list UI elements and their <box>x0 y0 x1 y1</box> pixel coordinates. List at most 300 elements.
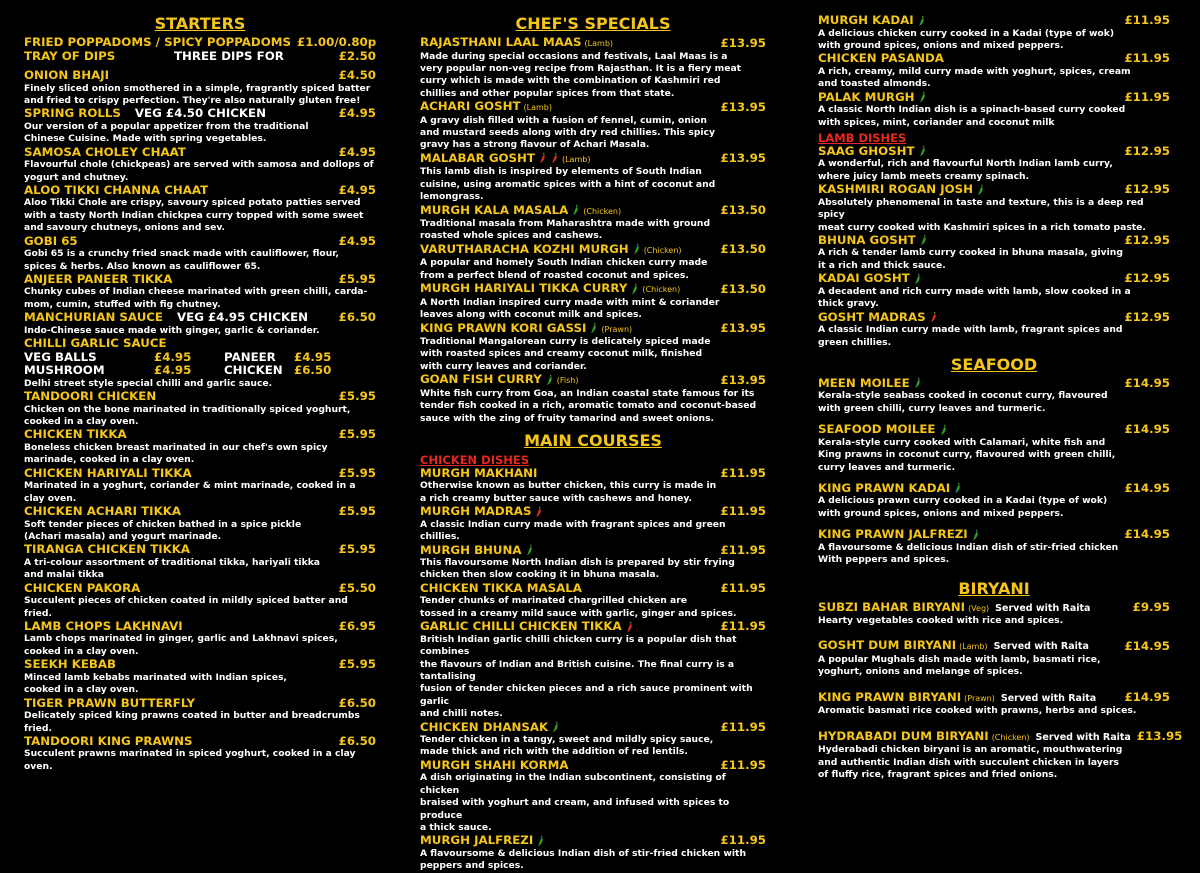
biryani-list <box>818 599 1183 782</box>
item-description: Hyderabadi chicken biryani is an aromatic, mouthwatering and authentic Indian dish with succulent chicken in layers of fluffy rice, fragrant spices and fried onions. <box>818 744 1123 780</box>
item-price: £5.95 <box>338 427 376 442</box>
item-description: Boneless chicken breast marinated in our chef's own spicy marinade, cooked in a clay oven. <box>24 441 328 466</box>
item-description: A delicious prawn curry cooked in a Kadai (type of wok) with ground spices, onions and mixed peppers. <box>818 495 1108 519</box>
menu-item <box>24 467 376 505</box>
item-name-text: SUBZI BAHAR BIRYANI <box>818 599 966 614</box>
menu-item <box>818 145 1170 183</box>
item-description: A classic Indian curry made with fragrant spices and green chillies. <box>420 518 726 543</box>
starters-heading: STARTERS <box>154 14 246 33</box>
red-chili-icon <box>538 152 547 164</box>
item-price: £14.95 <box>1124 527 1170 542</box>
item-price: £14.95 <box>1124 638 1170 653</box>
item-description: A flavoursome & delicious Indian dish of stir-fried chicken with peppers and spices. <box>420 847 746 872</box>
item-price: £14.95 <box>1124 422 1170 437</box>
item-description: Tender chunks of marinated chargrilled chicken are tossed in a creamy mild sauce with garlic, ginger and spices. <box>420 595 737 619</box>
item-name <box>420 152 714 167</box>
menu-item <box>420 152 766 204</box>
item-description: Succulent prawns marinated in spiced yoghurt, cooked in a clay oven. <box>24 748 356 772</box>
item-header <box>420 282 766 297</box>
item-name-text: MURGH SHAHI KORMA <box>420 757 569 772</box>
item-description: Our version of a popular appetizer from the traditional Chinese Cuisine. Made with spring vegetables. <box>24 120 309 145</box>
menu-item <box>818 14 1170 52</box>
item-name-text: HYDRABADI DUM BIRYANI <box>818 728 989 743</box>
item-tag: (Lamb) <box>561 154 591 164</box>
item-header <box>420 505 766 519</box>
red-chili-icon <box>929 311 938 323</box>
item-description: Absolutely phenomenal in taste and texture, this is a deep red spicy meat curry cooked with Kashmiri spices in a rich tomato paste. <box>818 196 1146 233</box>
item-price: £13.95 <box>720 35 766 50</box>
item-name-text: SAAG GHOSHT <box>818 143 915 158</box>
item-description: Kerala-style seabass cooked in coconut curry, flavoured with green chilli, curry leaves and turmeric. <box>818 390 1108 414</box>
item-name-text: MURGH JALFREZI <box>420 833 534 848</box>
menu-item <box>818 234 1170 272</box>
option-price: £6.50 <box>294 363 332 378</box>
item-price: £13.50 <box>720 203 766 218</box>
item-description: Indo-Chinese sauce made with ginger, garlic & coriander. <box>24 324 320 336</box>
item-header <box>420 373 766 388</box>
item-name: CHILLI GARLIC SAUCE <box>24 336 167 351</box>
item-name <box>818 145 1118 159</box>
menu-item <box>420 544 766 582</box>
item-description: A classic North Indian dish is a spinach-based curry cooked with spices, mint, coriander and coconut milk <box>818 104 1126 128</box>
item-name <box>818 91 1118 105</box>
item-description: British Indian garlic chilli chicken curry is a popular dish that combines the flavours of Indian and British cuisine. The final curry is a tantalising fusion of tender chicken pieces and a rich sauce prominent with garlic and chilli notes. <box>420 633 753 720</box>
item-name-text: CHICKEN TIKKA <box>24 427 127 442</box>
item-price: £6.50 <box>338 733 376 748</box>
item-price: £4.95 <box>338 106 376 121</box>
item-name-text: TANDOORI KING PRAWNS <box>24 733 193 748</box>
item-price: £13.50 <box>720 242 766 257</box>
menu-item <box>420 204 766 243</box>
item-name <box>24 69 333 83</box>
item-tag: (Fish) <box>556 376 579 386</box>
item-name-text: MURGH BHUNA <box>420 542 522 557</box>
item-price: £13.95 <box>720 321 766 335</box>
item-name-text: GOSHT DUM BIRYANI <box>818 638 957 653</box>
green-chili-icon <box>919 234 928 246</box>
item-description: Hearty vegetables cooked with rice and spices. <box>818 615 1064 627</box>
item-name <box>420 620 714 634</box>
item-description: A classic Indian curry made with lamb, fragrant spices and green chillies. <box>818 324 1123 348</box>
menu-item <box>420 243 766 282</box>
item-price: £4.50 <box>338 68 376 82</box>
item-description: A flavoursome & delicious Indian dish of stir-fried chicken With peppers and spices. <box>818 541 1119 566</box>
option-price: £4.95 <box>294 349 332 364</box>
item-description: Finely sliced onion smothered in a simple, fragrantly spiced batter and fried to crispy perfection. They're also naturally gluten free! <box>24 82 371 106</box>
item-header <box>420 544 766 558</box>
item-name-text: TIRANGA CHICKEN TIKKA <box>24 542 191 557</box>
option-price: £4.95 <box>154 349 192 364</box>
item-name <box>24 505 333 519</box>
item-description: Delhi street style special chilli and garlic sauce. <box>24 377 273 389</box>
item-price: £4.95 <box>338 144 376 159</box>
item-name-text: CHICKEN PAKORA <box>24 580 141 595</box>
item-header <box>818 183 1170 197</box>
item-header <box>24 107 376 121</box>
menu-item <box>818 377 1170 415</box>
item-price: £13.50 <box>720 281 766 296</box>
specials-heading: CHEF'S SPECIALS <box>515 14 671 33</box>
item-name-text: ACHARI GOSHT <box>420 99 521 114</box>
item-name-text: MURGH HARIYALI TIKKA CURRY <box>420 281 628 296</box>
item-description: Chunky cubes of Indian cheese marinated with green chilli, carda- mom, cumin, stuffed with fig chutney. <box>24 286 368 310</box>
item-options: VEG £4.95 CHICKEN <box>177 310 309 325</box>
item-name <box>24 107 333 121</box>
item-options: VEG £4.50 CHICKEN <box>134 106 266 121</box>
item-header <box>818 728 1183 745</box>
item-name-text: SPRING ROLLS <box>24 106 121 121</box>
served-with: Served with Raita <box>1000 692 1097 704</box>
item-description: A decadent and rich curry made with lamb, slow cooked in a thick gravy. <box>818 285 1131 310</box>
item-description: A rich, creamy, mild curry made with yoghurt, spices, cream and toasted almonds. <box>818 65 1131 90</box>
item-price: £4.95 <box>338 182 376 197</box>
item-price: £6.95 <box>338 618 376 633</box>
specials-column <box>420 14 766 873</box>
item-tag: (Prawn) <box>601 324 633 334</box>
item-name-text: KING PRAWN BIRYANI <box>818 689 962 704</box>
item-price: £5.95 <box>338 657 376 672</box>
option-price: £4.95 <box>154 363 192 378</box>
item-price: £11.95 <box>720 465 766 480</box>
item-name-text: KING PRAWN KADAI <box>818 480 951 495</box>
item-description: Kerala-style curry cooked with Calamari, white fish and King prawns in coconut curry, flavoured with green chilli, curry leaves and turmeric. <box>818 436 1116 473</box>
item-description: Lamb chops marinated in ginger, garlic and Lakhnavi spices, cooked in a clay oven. <box>24 633 338 657</box>
item-name <box>24 311 333 325</box>
item-name <box>24 273 333 287</box>
item-description: White fish curry from Goa, an Indian coastal state famous for its tender fish cooked in a rich, aromatic tomato and coconut-based sauce with the zing of fruity tamarind and sweet onions. <box>420 387 757 424</box>
starters-list <box>24 69 376 337</box>
item-price: £4.95 <box>338 233 376 248</box>
item-price: £14.95 <box>1124 375 1170 390</box>
item-name-text: MEEN MOILEE <box>818 375 910 390</box>
green-chili-icon <box>551 721 560 733</box>
item-header <box>420 204 766 219</box>
item-description: A wonderful, rich and flavourful North Indian lamb curry, where juicy lamb meets creamy spinach. <box>818 158 1113 182</box>
menu-item <box>420 620 766 720</box>
menu-item <box>420 36 766 100</box>
menu-item <box>818 272 1170 310</box>
item-name-text: KASHMIRI ROGAN JOSH <box>818 182 974 197</box>
item-tag: (Prawn) <box>964 693 995 703</box>
item-name <box>818 423 1118 437</box>
item-name-text: RAJASTHANI LAAL MAAS <box>420 35 582 49</box>
item-name <box>420 544 714 558</box>
item-name <box>24 146 333 160</box>
menu-item <box>24 505 376 543</box>
item-description: This lamb dish is inspired by elements of South Indian cuisine, using aromatic spices with a hint of coconut and lemongrass. <box>420 166 716 203</box>
green-chili-icon <box>913 377 922 389</box>
item-description: Minced lamb kebabs marinated with Indian spices, cooked in a clay oven. <box>24 671 287 696</box>
menu-item <box>420 100 766 152</box>
item-tag: (Lamb) <box>523 103 552 113</box>
item-name-text: KING PRAWN JALFREZI <box>818 527 968 542</box>
option-name: CHICKEN <box>224 363 283 378</box>
green-chili-icon <box>525 544 534 556</box>
menu-item <box>420 322 766 374</box>
item-description: Soft tender pieces of chicken bathed in a spice pickle (Achari masala) and yogurt marinade. <box>24 518 302 542</box>
item-header <box>24 735 376 749</box>
lamb-list <box>818 145 1170 349</box>
item-header <box>818 691 1170 706</box>
item-description: Flavourful chole (chickpeas) are served with samosa and dollops of yogurt and chutney. <box>24 159 374 183</box>
item-price: £11.95 <box>1124 51 1170 66</box>
item-name <box>818 377 1118 391</box>
item-header <box>818 91 1170 105</box>
item-header <box>818 272 1170 286</box>
menu-item <box>24 543 376 581</box>
item-tag: (Chicken) <box>991 732 1030 742</box>
item-name-text: SEAFOOD MOILEE <box>818 422 936 437</box>
item-header <box>420 243 766 258</box>
item-name-text: LAMB CHOPS LAKHNAVI <box>24 618 183 633</box>
chicken-dishes-heading: CHICKEN DISHES <box>420 452 530 467</box>
lamb-dishes-heading: LAMB DISHES <box>818 130 907 145</box>
chilli-garlic-item <box>24 337 376 390</box>
item-price: £11.95 <box>720 504 766 519</box>
chilli-garlic-options <box>24 351 376 378</box>
menu-item <box>818 311 1170 349</box>
green-chili-icon <box>632 243 641 255</box>
option-name: MUSHROOM <box>24 363 105 378</box>
item-price: £5.95 <box>338 271 376 286</box>
item-name: TRAY OF DIPS <box>24 48 116 63</box>
item-description: A North Indian inspired curry made with mint & coriander leaves along with coconut milk and spices. <box>420 296 720 321</box>
item-header <box>420 721 766 735</box>
item-header <box>24 311 376 325</box>
biryani-heading: BIRYANI <box>958 578 1030 598</box>
item-name <box>24 184 333 198</box>
green-chili-icon <box>545 374 554 386</box>
item-description: A tri-colour assortment of traditional tikka, hariyali tikka and malai tikka <box>24 556 321 581</box>
chicken-more-list <box>818 14 1170 129</box>
item-header <box>420 467 766 481</box>
menu-item <box>420 282 766 321</box>
item-price: £11.95 <box>720 719 766 734</box>
item-header <box>24 184 376 198</box>
item-name-text: MANCHURIAN SAUCE <box>24 310 163 325</box>
served-with: Served with Raita <box>995 602 1091 614</box>
item-header <box>420 100 766 115</box>
item-name <box>420 100 714 115</box>
item-price: £6.50 <box>338 310 376 325</box>
green-chili-icon <box>913 273 922 285</box>
item-name-text: GOAN FISH CURRY <box>420 372 542 387</box>
item-tag: (Chicken) <box>643 245 682 255</box>
option-name: VEG BALLS <box>24 349 97 364</box>
menu-item <box>818 482 1170 520</box>
item-description: Traditional Mangalorean curry is delicately spiced made with roasted spices and creamy coconut milk, finished with curry leaves and coriander. <box>420 336 711 372</box>
item-name <box>420 721 714 735</box>
menu-item <box>24 107 376 145</box>
item-description: A popular and homely South Indian chicken curry made from a perfect blend of roasted coconut and spices. <box>420 257 708 281</box>
green-chili-icon <box>971 529 980 541</box>
item-header <box>24 235 376 249</box>
menu-item <box>818 691 1170 718</box>
item-header <box>24 273 376 287</box>
item-name <box>818 52 1118 66</box>
option-row <box>24 364 376 378</box>
item-name <box>420 759 714 773</box>
item-header <box>24 146 376 160</box>
item-name-text: CHICKEN HARIYALI TIKKA <box>24 465 192 480</box>
poppadoms-row <box>24 36 376 50</box>
item-description: Otherwise known as butter chicken, this curry is made in a rich creamy butter sauce with cashews and honey. <box>420 480 717 504</box>
item-description: Aloo Tikki Chole are crispy, savoury spiced potato patties served with a tasty North Indian chickpea curry topped with some sweet and savoury chutneys, onions and sev. <box>24 197 364 234</box>
green-chili-icon <box>589 322 598 334</box>
item-description: A dish originating in the Indian subcontinent, consisting of chicken braised with yoghurt and cream, and infused with spices to produce a thick sauce. <box>420 772 730 833</box>
menu-item <box>420 467 766 505</box>
item-header <box>818 528 1170 542</box>
item-name <box>24 390 333 404</box>
item-price: £6.50 <box>338 695 376 710</box>
menu-item <box>420 373 766 425</box>
menu-item <box>420 834 766 872</box>
green-chili-icon <box>953 482 962 494</box>
item-price: £11.95 <box>720 833 766 848</box>
menu-item <box>818 728 1183 782</box>
item-name-text: MURGH KALA MASALA <box>420 202 569 217</box>
menu-item <box>818 423 1170 474</box>
item-name <box>818 691 1118 706</box>
menu-item <box>24 428 376 466</box>
item-name-text: SEEKH KEBAB <box>24 657 117 672</box>
item-description: Delicately spiced king prawns coated in butter and breadcrumbs fried. <box>24 710 360 734</box>
item-header <box>818 234 1170 248</box>
item-name-text: ONION BHAJI <box>24 68 110 82</box>
item-name <box>818 730 1131 745</box>
item-description: Made during special occasions and festivals, Laal Maas is a very popular non-veg recipe from Rajasthan. It is a fiery meat curry which is made with the combination of Kashmiri red chillies and other popular spices from that state. <box>420 50 742 99</box>
item-name <box>420 243 714 258</box>
menu-item <box>24 235 376 273</box>
item-header <box>818 423 1170 437</box>
item-description: Tender chicken in a tangy, sweet and mildly spicy sauce, made thick and rich with the addition of red lentils. <box>420 734 714 758</box>
menu-item <box>24 311 376 337</box>
item-price: £5.95 <box>338 465 376 480</box>
seafood-list <box>818 377 1170 567</box>
green-chili-icon <box>571 204 580 216</box>
item-name-text: ALOO TIKKI CHANNA CHAAT <box>24 182 209 197</box>
item-price: £11.95 <box>720 757 766 772</box>
item-name <box>420 505 714 519</box>
item-price: £13.95 <box>720 99 766 114</box>
item-header <box>818 52 1170 66</box>
item-name-text: VARUTHARACHA KOZHI MURGH <box>420 241 629 256</box>
item-name-text: MALABAR GOSHT <box>420 150 535 165</box>
item-description: Chicken on the bone marinated in traditionally spiced yoghurt, cooked in a clay oven. <box>24 403 351 427</box>
item-header <box>24 620 376 634</box>
item-header <box>818 14 1170 28</box>
green-chili-icon <box>630 283 639 295</box>
item-price: £5.95 <box>338 389 376 404</box>
item-name-text: MURGH KADAI <box>818 13 914 27</box>
item-price: £5.95 <box>338 542 376 557</box>
item-name <box>818 482 1118 496</box>
green-chili-icon <box>918 145 927 157</box>
item-name-text: GOSHT MADRAS <box>818 309 926 324</box>
main-list <box>420 467 766 873</box>
item-name <box>420 322 714 337</box>
menu-item <box>24 273 376 311</box>
menu-item <box>420 759 766 835</box>
green-chili-icon <box>939 424 948 436</box>
item-header <box>420 620 766 634</box>
item-header <box>24 390 376 404</box>
item-description: A delicious chicken curry cooked in a Kadai (type of wok) with ground spices, onions and mixed peppers. <box>818 27 1115 51</box>
item-name <box>818 234 1118 248</box>
menu-item <box>24 69 376 107</box>
item-header <box>24 428 376 442</box>
item-name-text: TIGER PRAWN BUTTERFLY <box>24 695 196 710</box>
green-chili-icon <box>976 184 985 196</box>
item-name-text: ANJEER PANEER TIKKA <box>24 271 173 286</box>
item-price: £9.95 <box>1132 600 1170 615</box>
option-name: PANEER <box>224 349 276 364</box>
item-name <box>24 735 333 749</box>
item-tag: (Lamb) <box>959 642 988 652</box>
green-chili-icon <box>918 91 927 103</box>
item-name <box>420 282 714 297</box>
item-header <box>24 543 376 557</box>
item-price: £12.95 <box>1124 309 1170 324</box>
item-header <box>420 582 766 596</box>
main-courses-heading: MAIN COURSES <box>524 430 662 450</box>
right-column <box>818 13 1183 793</box>
specials-list <box>420 36 766 425</box>
menu-item <box>24 697 376 735</box>
menu-item <box>818 183 1170 234</box>
menu-item <box>24 390 376 428</box>
item-description: Traditional masala from Maharashtra made with ground roasted whole spices and cashews. <box>420 218 711 242</box>
item-name: FRIED POPPADOMS / SPICY POPPADOMS <box>24 35 291 49</box>
green-chili-icon <box>536 835 545 847</box>
item-description: A gravy dish filled with a fusion of fennel, cumin, onion and mustard seeds along with dry red chillies. This spicy gravy has a strong flavour of Achari Masala. <box>420 114 715 151</box>
item-header <box>24 697 376 711</box>
item-name-text: GOBI 65 <box>24 233 78 248</box>
item-name-text: SAMOSA CHOLEY CHAAT <box>24 144 186 159</box>
item-price: £11.95 <box>720 580 766 595</box>
item-name-text: MURGH MAKHANI <box>420 465 538 480</box>
item-header <box>420 36 766 51</box>
item-price: £12.95 <box>1124 182 1170 197</box>
item-name <box>818 14 1118 28</box>
item-header <box>420 759 766 773</box>
item-name <box>24 658 333 672</box>
item-name <box>420 834 714 848</box>
item-header <box>420 152 766 167</box>
item-header <box>420 834 766 848</box>
item-price: £11.95 <box>720 542 766 557</box>
item-price: £12.95 <box>1124 232 1170 247</box>
item-price: £11.95 <box>1124 13 1170 27</box>
item-name-text: KING PRAWN KORI GASSI <box>420 320 587 335</box>
starters-column <box>24 14 376 773</box>
red-chili-icon <box>534 506 543 518</box>
item-description: A rich & tender lamb curry cooked in bhuna masala, giving it a rich and thick sauce. <box>818 247 1123 271</box>
item-price: £11.95 <box>720 619 766 634</box>
item-price: £5.95 <box>338 504 376 519</box>
item-tag: (Veg) <box>968 603 990 613</box>
item-name <box>24 697 333 711</box>
menu-item <box>420 721 766 759</box>
item-name <box>818 639 1118 654</box>
served-with: Served with Raita <box>993 641 1089 653</box>
item-header <box>818 601 1170 616</box>
item-name <box>24 467 333 481</box>
menu-item <box>420 582 766 620</box>
item-name <box>818 601 1127 616</box>
item-name <box>24 582 333 596</box>
item-name <box>420 582 714 596</box>
